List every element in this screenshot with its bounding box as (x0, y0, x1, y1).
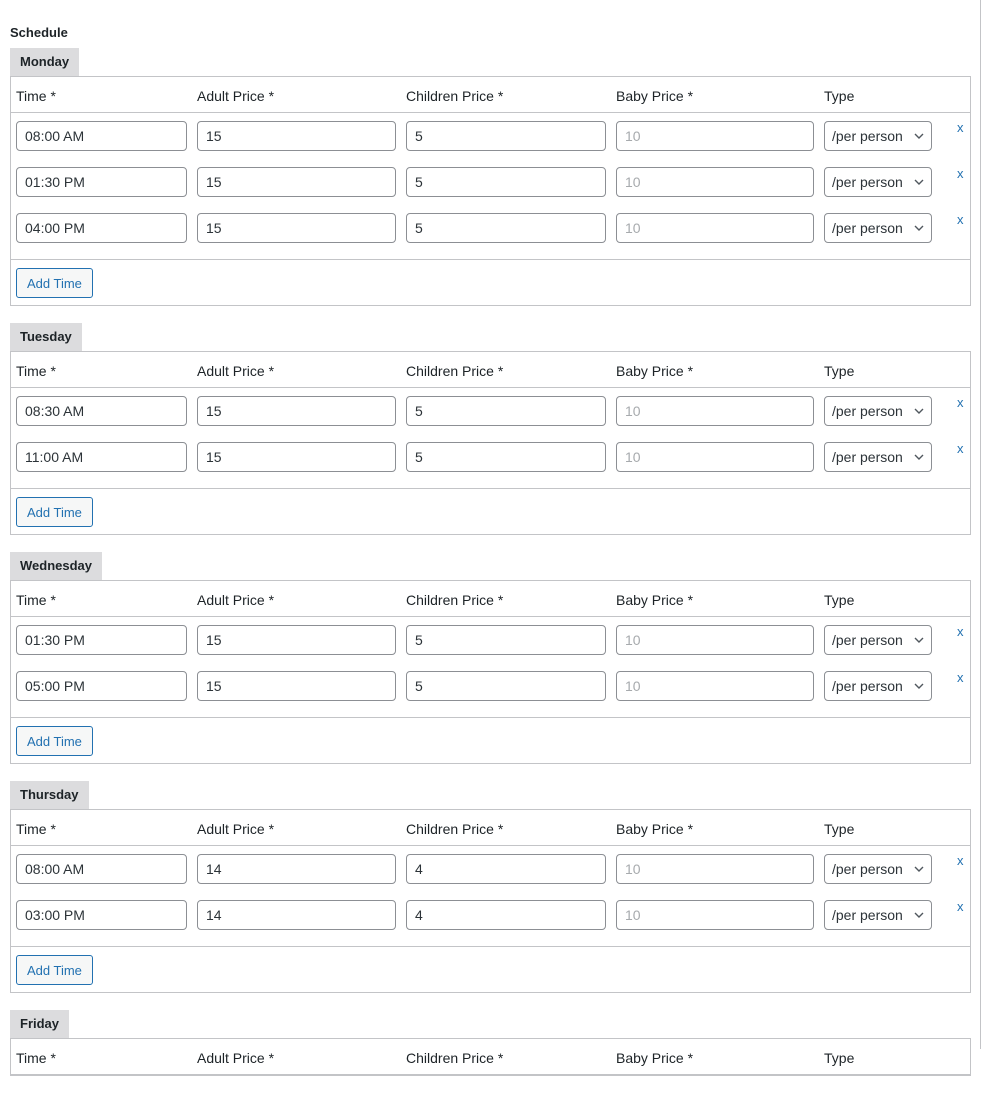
time-rows (11, 846, 970, 946)
type-select[interactable] (824, 625, 932, 655)
column-header-adult-price: Adult Price * (197, 88, 275, 104)
chevron-down-icon (914, 224, 924, 232)
column-header-type: Type (824, 592, 855, 608)
baby-price-input[interactable] (616, 396, 814, 426)
table-row (11, 442, 970, 488)
type-select[interactable] (824, 396, 932, 426)
remove-time-button[interactable]: x (957, 395, 964, 410)
column-header-time: Time * (16, 88, 56, 104)
remove-time-button[interactable]: x (957, 212, 964, 227)
children-price-input[interactable] (406, 625, 606, 655)
adult-price-input[interactable] (197, 625, 396, 655)
children-price-input[interactable] (406, 121, 606, 151)
column-header-children-price: Children Price * (406, 88, 504, 104)
column-header-baby-price: Baby Price * (616, 592, 694, 608)
type-select-value: /per person (832, 403, 903, 419)
day-name: Friday (10, 1010, 69, 1038)
day-name: Thursday (10, 781, 89, 809)
day-time-table (10, 580, 971, 764)
children-price-input[interactable] (406, 213, 606, 243)
type-select-value: /per person (832, 907, 903, 923)
day-time-table (10, 351, 971, 535)
page-right-border (980, 0, 981, 1049)
type-select[interactable] (824, 121, 932, 151)
type-select-value: /per person (832, 861, 903, 877)
type-select[interactable] (824, 167, 932, 197)
time-rows (11, 113, 970, 259)
remove-time-button[interactable]: x (957, 899, 964, 914)
baby-price-input[interactable] (616, 121, 814, 151)
table-row (11, 900, 970, 946)
column-header-type: Type (824, 88, 855, 104)
baby-price-input[interactable] (616, 442, 814, 472)
remove-time-button[interactable]: x (957, 120, 964, 135)
day-block (10, 781, 971, 993)
children-price-input[interactable] (406, 900, 606, 930)
table-footer-row (11, 488, 970, 534)
type-select[interactable] (824, 213, 932, 243)
add-time-button[interactable]: Add Time (16, 497, 93, 527)
time-rows (11, 617, 970, 717)
day-block (10, 48, 971, 306)
children-price-input[interactable] (406, 671, 606, 701)
schedule-days (10, 48, 971, 1076)
table-footer-row (11, 259, 970, 305)
time-input[interactable] (16, 121, 187, 151)
adult-price-input[interactable] (197, 900, 396, 930)
chevron-down-icon (914, 682, 924, 690)
column-header-baby-price: Baby Price * (616, 821, 694, 837)
add-time-button[interactable]: Add Time (16, 268, 93, 298)
time-input[interactable] (16, 671, 187, 701)
column-header-children-price: Children Price * (406, 592, 504, 608)
baby-price-input[interactable] (616, 213, 814, 243)
type-select[interactable] (824, 442, 932, 472)
remove-time-button[interactable]: x (957, 166, 964, 181)
table-row (11, 396, 970, 442)
table-header-row (11, 1039, 970, 1075)
table-header-row (11, 77, 970, 113)
column-header-baby-price: Baby Price * (616, 363, 694, 379)
time-input[interactable] (16, 900, 187, 930)
remove-time-button[interactable]: x (957, 441, 964, 456)
chevron-down-icon (914, 636, 924, 644)
adult-price-input[interactable] (197, 396, 396, 426)
column-header-baby-price: Baby Price * (616, 1050, 694, 1066)
table-header-row (11, 352, 970, 388)
children-price-input[interactable] (406, 442, 606, 472)
table-header-row (11, 810, 970, 846)
children-price-input[interactable] (406, 396, 606, 426)
column-header-adult-price: Adult Price * (197, 363, 275, 379)
adult-price-input[interactable] (197, 442, 396, 472)
chevron-down-icon (914, 453, 924, 461)
column-header-time: Time * (16, 363, 56, 379)
chevron-down-icon (914, 178, 924, 186)
column-header-type: Type (824, 821, 855, 837)
type-select-value: /per person (832, 449, 903, 465)
table-footer-row (11, 946, 970, 992)
baby-price-input[interactable] (616, 854, 814, 884)
day-name: Tuesday (10, 323, 82, 351)
day-block (10, 1010, 971, 1076)
day-time-table (10, 76, 971, 306)
column-header-adult-price: Adult Price * (197, 821, 275, 837)
type-select[interactable] (824, 854, 932, 884)
day-block (10, 323, 971, 535)
column-header-time: Time * (16, 821, 56, 837)
table-row (11, 167, 970, 213)
table-header-row (11, 581, 970, 617)
table-row (11, 671, 970, 717)
column-header-adult-price: Adult Price * (197, 1050, 275, 1066)
time-input[interactable] (16, 442, 187, 472)
column-header-type: Type (824, 363, 855, 379)
remove-time-button[interactable]: x (957, 670, 964, 685)
adult-price-input[interactable] (197, 121, 396, 151)
chevron-down-icon (914, 407, 924, 415)
column-header-time: Time * (16, 1050, 56, 1066)
add-time-button[interactable]: Add Time (16, 955, 93, 985)
column-header-children-price: Children Price * (406, 363, 504, 379)
column-header-type: Type (824, 1050, 855, 1066)
table-row (11, 213, 970, 259)
day-time-table (10, 809, 971, 993)
remove-time-button[interactable]: x (957, 624, 964, 639)
type-select-value: /per person (832, 678, 903, 694)
type-select-value: /per person (832, 632, 903, 648)
chevron-down-icon (914, 911, 924, 919)
time-input[interactable] (16, 213, 187, 243)
time-input[interactable] (16, 854, 187, 884)
type-select[interactable] (824, 671, 932, 701)
column-header-adult-price: Adult Price * (197, 592, 275, 608)
column-header-children-price: Children Price * (406, 821, 504, 837)
add-time-button[interactable]: Add Time (16, 726, 93, 756)
schedule-title: Schedule (10, 25, 68, 40)
time-input[interactable] (16, 396, 187, 426)
type-select[interactable] (824, 900, 932, 930)
remove-time-button[interactable]: x (957, 853, 964, 868)
adult-price-input[interactable] (197, 167, 396, 197)
adult-price-input[interactable] (197, 671, 396, 701)
time-input[interactable] (16, 625, 187, 655)
table-row (11, 121, 970, 167)
adult-price-input[interactable] (197, 213, 396, 243)
type-select-value: /per person (832, 128, 903, 144)
children-price-input[interactable] (406, 854, 606, 884)
time-input[interactable] (16, 167, 187, 197)
children-price-input[interactable] (406, 167, 606, 197)
day-block (10, 552, 971, 764)
table-row (11, 854, 970, 900)
schedule-section (10, 26, 971, 1093)
baby-price-input[interactable] (616, 671, 814, 701)
column-header-baby-price: Baby Price * (616, 88, 694, 104)
adult-price-input[interactable] (197, 854, 396, 884)
chevron-down-icon (914, 865, 924, 873)
type-select-value: /per person (832, 220, 903, 236)
column-header-time: Time * (16, 592, 56, 608)
column-header-children-price: Children Price * (406, 1050, 504, 1066)
baby-price-input[interactable] (616, 625, 814, 655)
time-rows (11, 388, 970, 488)
table-footer-row (11, 717, 970, 763)
baby-price-input[interactable] (616, 167, 814, 197)
baby-price-input[interactable] (616, 900, 814, 930)
chevron-down-icon (914, 132, 924, 140)
table-row (11, 625, 970, 671)
type-select-value: /per person (832, 174, 903, 190)
day-name: Monday (10, 48, 79, 76)
day-name: Wednesday (10, 552, 102, 580)
day-time-table (10, 1038, 971, 1076)
